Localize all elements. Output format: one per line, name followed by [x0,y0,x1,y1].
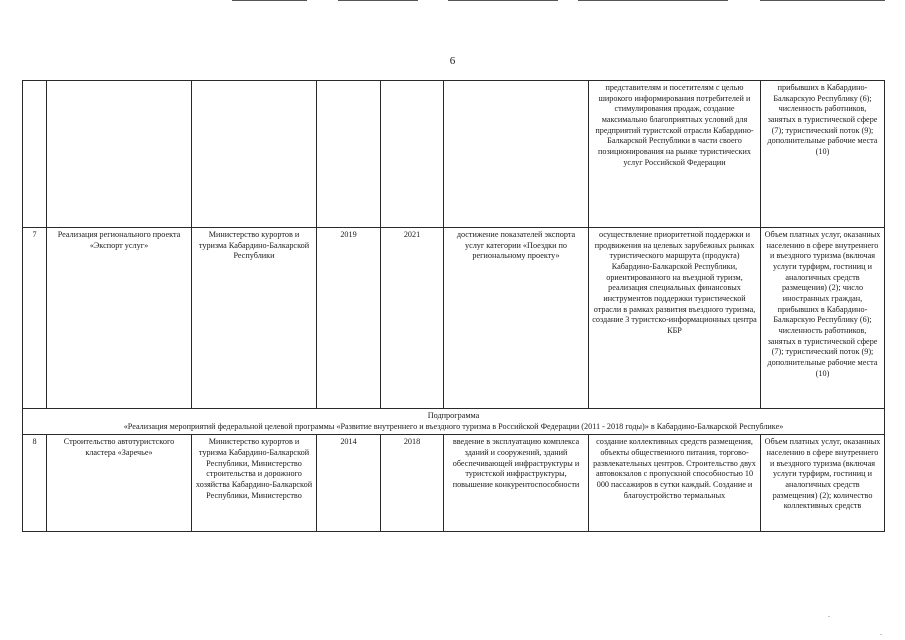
top-rule-3 [448,0,558,1]
cell-num: 8 [23,435,47,532]
cell-end: 2021 [381,228,444,409]
cell-indicators: Объем платных услуг, оказанных населению в сфере внутреннего и въездного туризма (включая услуги турфирм, гостиниц и аналогичных средств размещения) (2); количество коллективных средств [761,435,885,532]
cell-activity: осуществление приоритетной поддержки и продвижения на целевых зарубежных рынках туристического маршрута (продукта) Кабардино-Балкарской Республики, ориентированного на въездной туризм, реализация специальных финансовых инструментов поддержки туристической отрасли в рамках развития въездного туризма, создание 3 туристско-информационных центра КБР [589,228,761,409]
scan-speck: . [880,628,882,637]
cell-start [317,81,381,228]
cell-executor [192,81,317,228]
cell-end: 2018 [381,435,444,532]
cell-activity: создание коллективных средств размещения, объекты общественного питания, торгово-развлекательных центров. Строительство двух автовокзалов с пропускной способностью 10 000 пассажиров в сутки каждый. Создание и благоустройство термальных [589,435,761,532]
cell-result [444,81,589,228]
table-row [23,228,885,409]
cell-name: Реализация регионального проекта «Экспорт услуг» [47,228,192,409]
cell-activity: представителям и посетителям с целью широкого информирования потребителей и стимулирования продаж, создание максимально благоприятных условий для предприятий туристской отрасли Кабардино-Балкарской Республики в части своего позиционирования на рынке туристических услуг Российской Федерации [589,81,761,228]
cell-result: достижение показателей экспорта услуг категории «Поездки по региональному проекту» [444,228,589,409]
table-row [23,81,885,228]
top-rule-1 [232,0,307,1]
top-rule-2 [338,0,418,1]
subprogram-cell [23,409,885,435]
subprogram-row [23,409,885,435]
cell-indicators: прибывших в Кабардино-Балкарскую Республику (6); численность работников, занятых в туристической сфере (7); туристический поток (9); дополнительные рабочие места (10) [761,81,885,228]
cell-num [23,81,47,228]
cell-executor: Министерство курортов и туризма Кабардино-Балкарской Республики, Министерство строительства и дорожного хозяйства Кабардино-Балкарской Республики, Министерство [192,435,317,532]
program-table [22,80,885,532]
subprogram-title: «Реализация мероприятий федеральной целевой программы «Развитие внутреннего и въездного туризма в Российской Федерации (2011 - 2018 годы)» в Кабардино-Балкарской Республике» [123,421,784,431]
cell-name [47,81,192,228]
cell-result: введение в эксплуатацию комплекса зданий и сооружений, зданий обеспечивающей инфраструктуры и туристской инфраструктуры, повышение конкурентоспособности [444,435,589,532]
scan-speck: . [828,610,830,619]
page-number: 6 [449,55,456,67]
cell-indicators: Объем платных услуг, оказанных населению в сфере внутреннего и въездного туризма (включая услуги турфирм, гостиниц и аналогичных средств размещения) (2); число иностранных граждан, прибывших в Кабардино-Балкарскую Республику (6); численность работников, занятых в туристической сфере (7); туристический поток (9); дополнительные рабочие места (10) [761,228,885,409]
top-rule-4 [578,0,728,1]
cell-start: 2019 [317,228,381,409]
cell-end [381,81,444,228]
cell-num: 7 [23,228,47,409]
cell-start: 2014 [317,435,381,532]
cell-name: Строительство автотуристского кластера «Заречье» [47,435,192,532]
subprogram-heading: Подпрограмма [427,411,480,420]
top-rule-5 [760,0,885,1]
cell-executor: Министерство курортов и туризма Кабардино-Балкарской Республики [192,228,317,409]
table-row [23,435,885,532]
